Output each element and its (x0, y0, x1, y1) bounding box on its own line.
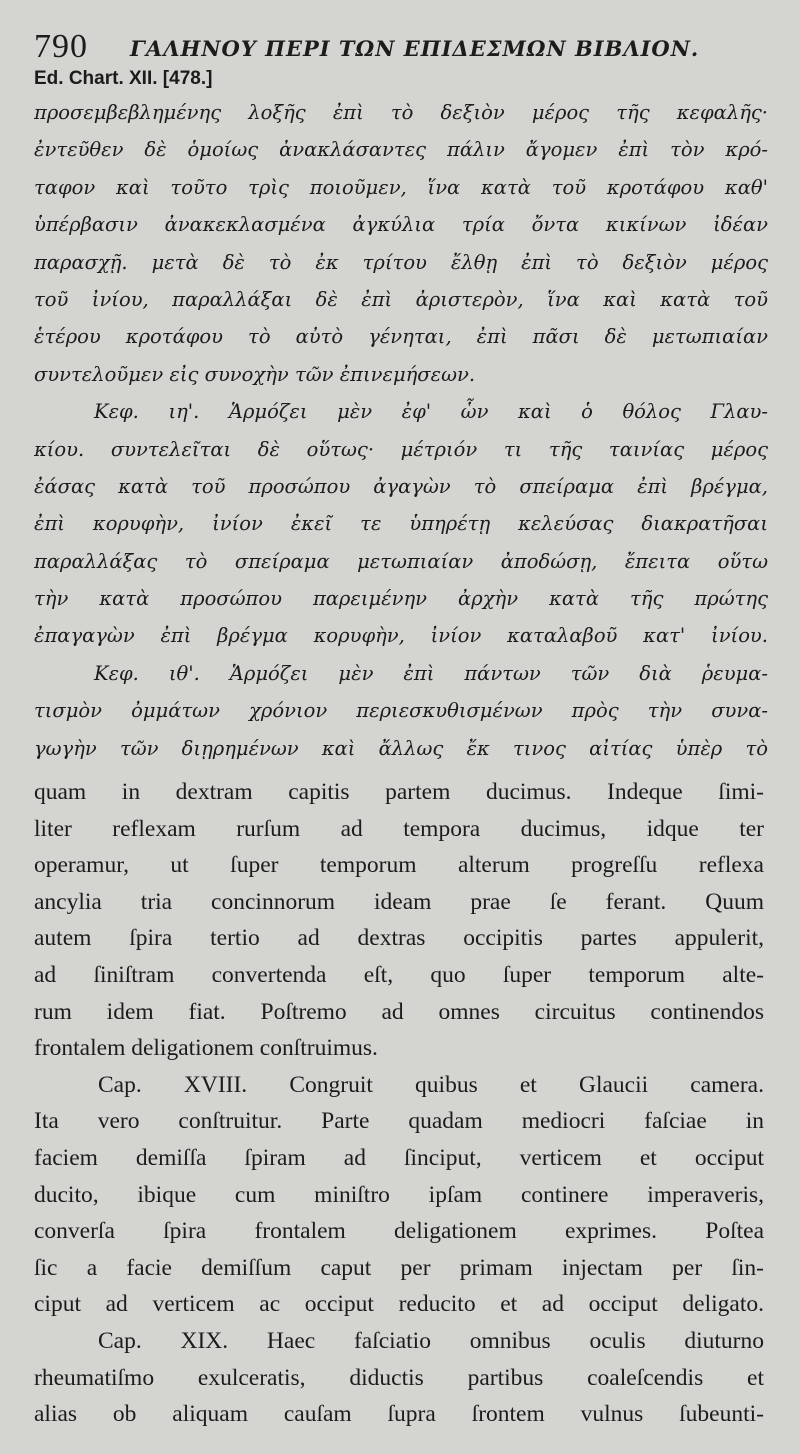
latin-line: liter reflexam rurſum ad tempora ducimus, idque ter (34, 815, 764, 842)
latin-line: rheumatiſmo exulceratis, diductis partibus coaleſcendis et (34, 1364, 764, 1391)
latin-line: ſic a facie demiſſum caput per primam injectam per ſin- (34, 1254, 764, 1281)
latin-line: ciput ad verticem ac occiput reducito et ad occiput deligato. (34, 1291, 764, 1318)
latin-line: Ita vero conſtruitur. Parte quadam mediocri faſciae in (34, 1108, 764, 1135)
greek-line: ὑπέρβασιν ἀνακεκλασμένα ἀγκύλια τρία ὄντα κικίνων ἰδέαν (34, 213, 768, 237)
latin-line: converſa ſpira frontalem deligationem exprimes. Poſtea (34, 1218, 764, 1245)
latin-line: operamur, ut ſuper temporum alterum progreſſu reflexa (34, 852, 764, 879)
greek-line: ἐπὶ κορυφὴν, ἰνίον ἐκεῖ τε ὑπηρέτῃ κελεύσας διακρατῆσαι (34, 512, 768, 536)
greek-line: τὴν κατὰ προσώπου παρειμένην ἀρχὴν κατὰ τῆς πρώτης (34, 587, 768, 611)
edition-reference: Ed. Chart. XII. [478.] (34, 68, 213, 89)
latin-text-block (34, 774, 764, 1433)
greek-line: ἐντεῦθεν δὲ ὁμοίως ἀνακλάσαντες πάλιν ἄγομεν ἐπὶ τὸν κρό- (34, 138, 768, 162)
latin-line: ad ſiniſtram convertenda eſt, quo ſuper temporum alte- (34, 961, 764, 988)
greek-line: παραλλάξας τὸ σπείραμα μετωπιαίαν ἀποδώσῃ, ἔπειτα οὕτω (34, 549, 768, 573)
latin-line: ancylia tria concinnorum ideam prae ſe ferant. Quum (34, 888, 764, 915)
greek-line: προσεμβεβλημένης λοξῆς ἐπὶ τὸ δεξιὸν μέρος τῆς κεφαλῆς· (34, 101, 768, 124)
greek-line: παρασχῇ. μετὰ δὲ τὸ ἐκ τρίτου ἔλθῃ ἐπὶ τὸ δεξιὸν μέρος (34, 250, 768, 274)
greek-line: κίου. συντελεῖται δὲ οὕτως· μέτριόν τι τῆς ταινίας μέρος (34, 437, 768, 461)
latin-line: rum idem fiat. Poſtremo ad omnes circuitus continendos (34, 998, 764, 1025)
latin-line: faciem demiſſa ſpiram ad ſinciput, verticem et occiput (34, 1144, 764, 1171)
greek-line: ἑτέρου κροτάφου τὸ αὐτὸ γένηται, ἐπὶ πᾶσι δὲ μετωπιαίαν (34, 325, 768, 349)
greek-line: ταφον καὶ τοῦτο τρὶς ποιοῦμεν, ἵνα κατὰ τοῦ κροτάφου καθ' (34, 175, 768, 199)
latin-chapter-heading-line: Cap. XIX. Haec faſciatio omnibus oculis diuturno (98, 1327, 764, 1354)
latin-line: frontalem deligationem conſtruimus. (34, 1035, 378, 1062)
greek-line: τισμὸν ὀμμάτων χρόνιον περιεσκυθισμένων πρὸς τὴν συνα- (34, 699, 768, 723)
running-title: ΓΑΛΗΝΟΥ ΠΕΡΙ ΤΩΝ ΕΠΙΔΕΣΜΩΝ ΒΙΒΛΙΟΝ. (130, 36, 700, 61)
greek-line: ἐάσας κατὰ τοῦ προσώπου ἀγαγὼν τὸ σπείραμα ἐπὶ βρέγμα, (34, 474, 768, 498)
greek-chapter-heading-line: Κεφ. ιη'. Ἁρμόζει μὲν ἐφ' ὧν καὶ ὁ θόλος Γλαυ- (94, 400, 768, 424)
latin-line: autem ſpira tertio ad dextras occipitis partes appulerit, (34, 925, 764, 952)
greek-line: συντελοῦμεν εἰς συνοχὴν τῶν ἐπινεμήσεων. (34, 362, 476, 386)
latin-line: alias ob aliquam cauſam ſupra ſrontem vulnus ſubeunti- (34, 1401, 764, 1428)
greek-text-block (34, 94, 768, 767)
greek-chapter-heading-line: Κεφ. ιθ'. Ἁρμόζει μὲν ἐπὶ πάντων τῶν διὰ ῥευμα- (94, 661, 768, 685)
latin-line: quam in dextram capitis partem ducimus. Indeque ſimi- (34, 779, 764, 805)
latin-line: ducito, ibique cum miniſtro ipſam continere imperaveris, (34, 1181, 764, 1208)
greek-line: γωγὴν τῶν διῃρημένων καὶ ἄλλως ἔκ τινος αἰτίας ὑπὲρ τὸ (34, 736, 768, 760)
page-number: 790 (34, 28, 88, 65)
greek-line: ἐπαγαγὼν ἐπὶ βρέγμα κορυφὴν, ἰνίον καταλαβοῦ κατ' ἰνίου. (34, 624, 768, 648)
latin-chapter-heading-line: Cap. XVIII. Congruit quibus et Glaucii camera. (98, 1071, 764, 1098)
greek-line: τοῦ ἰνίου, παραλλάξαι δὲ ἐπὶ ἀριστερὸν, ἵνα καὶ κατὰ τοῦ (34, 287, 768, 311)
page-header (34, 22, 774, 70)
